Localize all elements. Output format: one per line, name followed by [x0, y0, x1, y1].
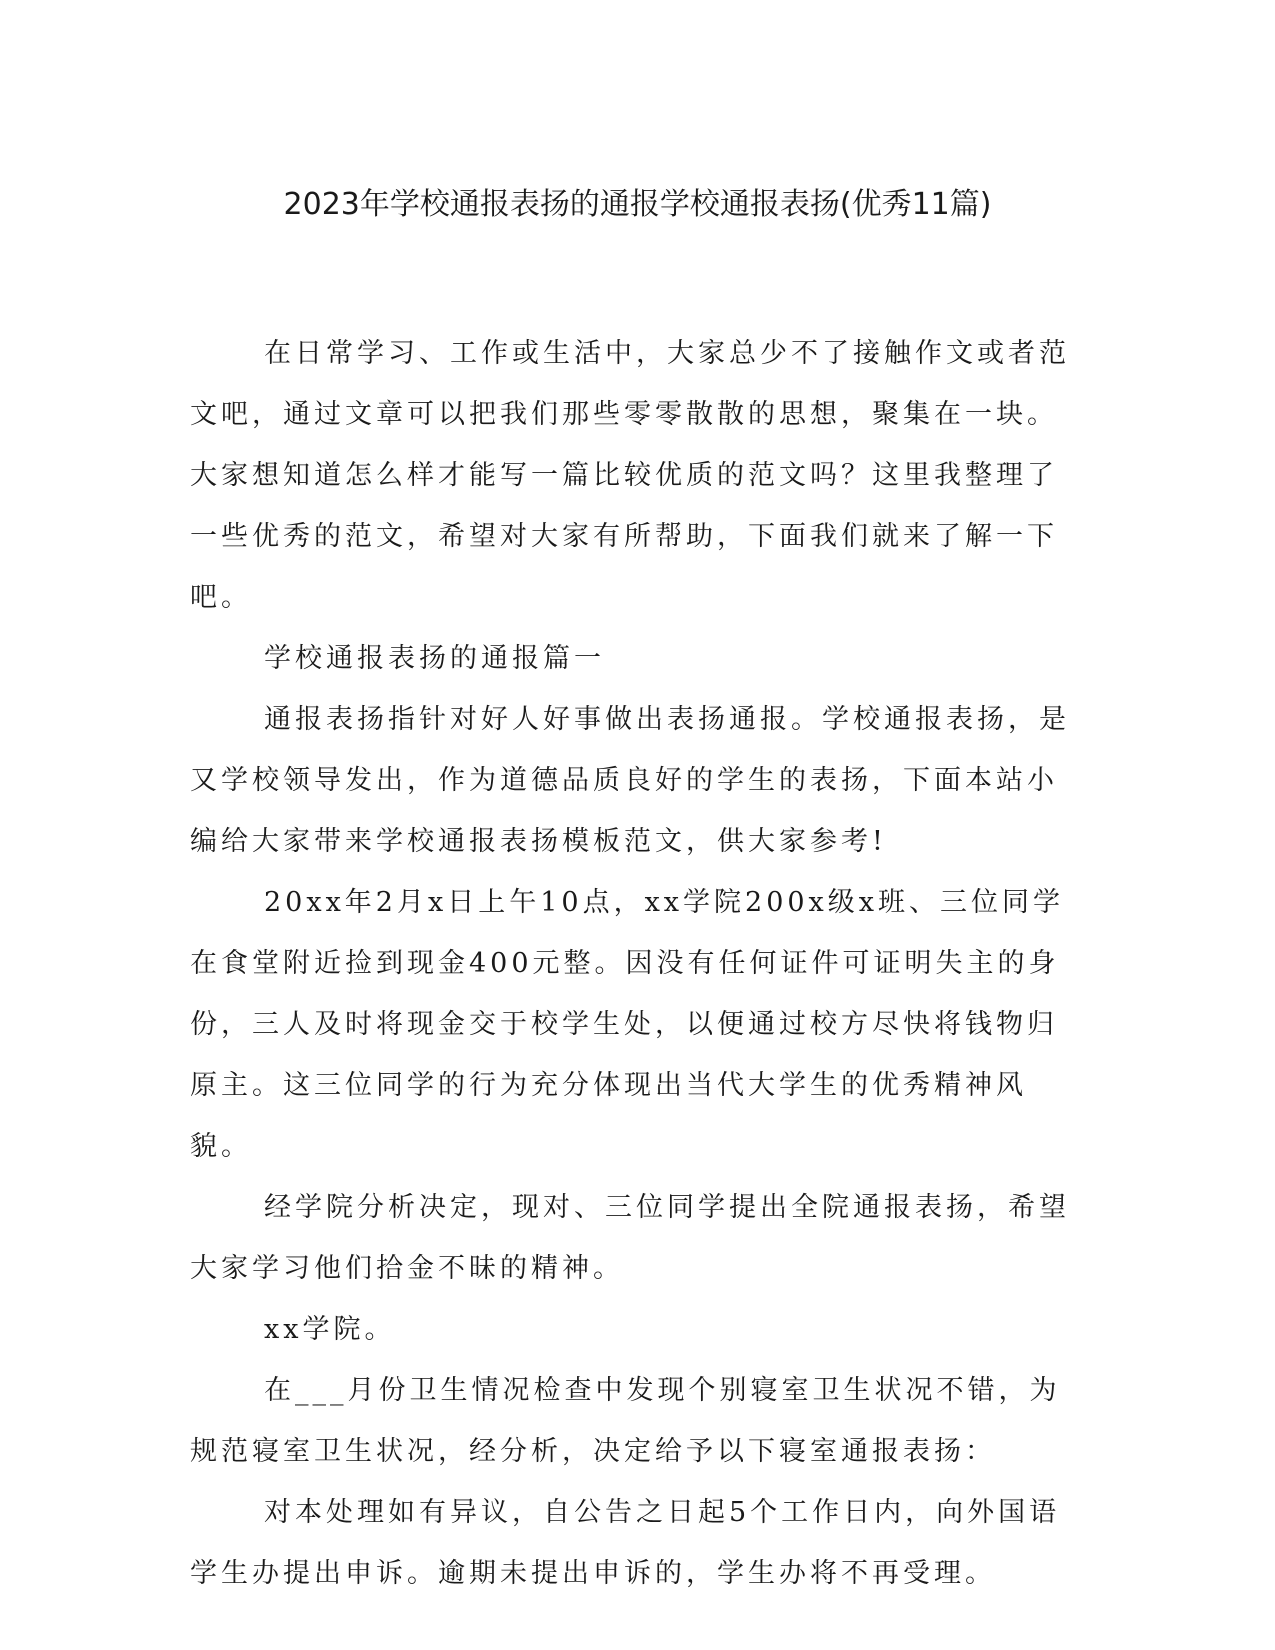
body-paragraph: 对本处理如有异议，自公告之日起5个工作日内，向外国语学生办提出申诉。逾期未提出申诉的，学生办将不再受理。: [190, 1497, 1061, 1589]
body-paragraph: 经学院分析决定，现对、三位同学提出全院通报表扬，希望大家学习他们拾金不昧的精神。: [190, 1192, 1070, 1284]
body-paragraph: 20xx年2月x日上午10点，xx学院200x级x班、三位同学在食堂附近捡到现金400元整。因没有任何证件可证明失主的身份，三人及时将现金交于校学生处，以便通过校方尽快将钱物归原主。这三位同学的行为充分体现出当代大学生的优秀精神风貌。: [190, 887, 1065, 1162]
intro-paragraph: 在日常学习、工作或生活中，大家总少不了接触作文或者范文吧，通过文章可以把我们那些零零散散的思想，聚集在一块。大家想知道怎么样才能写一篇比较优质的范文吗？这里我整理了一些优秀的范文，希望对大家有所帮助，下面我们就来了解一下吧。: [190, 338, 1070, 613]
document-body: [190, 323, 1080, 1604]
body-paragraph: 在___月份卫生情况检查中发现个别寝室卫生状况不错，为规范寝室卫生状况，经分析，决定给予以下寝室通报表扬：: [190, 1375, 1061, 1467]
document-title: 2023年学校通报表扬的通报学校通报表扬(优秀11篇): [283, 187, 992, 222]
section-heading: 学校通报表扬的通报篇一: [264, 643, 605, 674]
body-paragraph: 通报表扬指针对好人好事做出表扬通报。学校通报表扬，是又学校领导发出，作为道德品质良好的学生的表扬，下面本站小编给大家带来学校通报表扬模板范文，供大家参考!: [190, 704, 1070, 857]
signature-line: xx学院。: [264, 1314, 396, 1345]
